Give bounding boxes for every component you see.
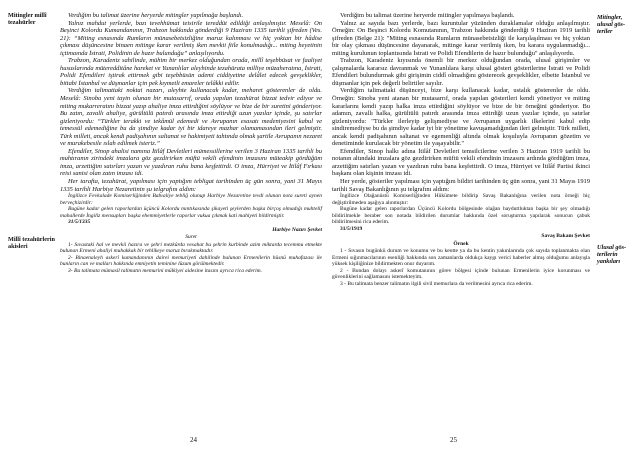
page-number-right: 25: [450, 436, 457, 444]
margin-note-ulusal-yankilar: Ulusal gösterilerin yankıları: [597, 244, 627, 265]
left-page-text: [60, 12, 322, 274]
margin-note-tezahurler: Millî tezahürlerin akisleri: [8, 236, 55, 250]
margin-note-mitingler: Mitingler millî tezahürler: [8, 12, 47, 26]
telegram-header: İngilizce Fevkalade Komiserliğinden Babıaliye tebliğ olunup Harbiye Nezaretine tevdi olunan nota sureti aynen berveçhizirdir:: [60, 193, 322, 206]
telegram-signature: Savaş Bakanı Şevket: [541, 233, 590, 240]
paragraph: Efendiler, Sinop ahalisi namına İtilâf Devletleri mümessillerine verilen 3 Haziran 1335 tarihli bu muhtıranın zirindeki imzalara göz gezdirirken müftü vekili efendinin imzasını müteakip gördüğüm imza, arzettiğim satırları yazan ve yazdıran ruhu bana keşfettirdi. O imza, Hürriyet ve İtilâf Fırkası reisi sanisi olan zatın imzası idi.: [60, 147, 322, 178]
paragraph: Her tarafta, tezahürat, yapılması için yaptığım tebligat tarihinden üç gün sonra, yani 31 Mayıs 1335 tarihli Harbiye Nezaretinin şu telgrafını aldım:: [60, 178, 322, 193]
numbered-item: 1 - Sıvasın bugünkü durum ve konumu ve bu kentte ya da bu kentin yakınlarında çok sayıda toplanmakta olan Ermeni sığınmacılarının esenliği hakkında son zamanlarda oldukça kaygı verici haberler almış olduğumu anlayışla yüksek kişiliğinize bildirmekten onur duyarım.: [332, 248, 590, 268]
paragraph: Yalnız az sayıda bazı yerlerde, bazı kuruntular yüzünden duraklamalar olduğu anlaşılmıştır. Örneğin: On Beşinci Kolordu Komutanının, Trabzon hakkında gönderdiği 9 Haziran 1919 tarihli şifreden (Belge 21): "Miting esnasında Rumların münasebetsizliği ile karşılaşılması ve hiç yoktan bir olay çıkması düşüncesine dayanarak, mitinge karar verilmiş iken, bu karara uygulanmadığı... miting kurulunun toplantısında İstrati ve Polidi Efendilerin de hazır bulunduğu" anlaşılıyordu.: [332, 19, 590, 57]
copy-title: Suret: [185, 234, 197, 241]
page-number-left: 24: [190, 436, 197, 444]
telegram-text: Bugüne kadar gelen raporlardan üçüncü Kolordu mıntıkasında şikayeti şeylerden başka birçoş olmadığı muhtelif mahallerde İngiliz mensupları başka ehemmiyetlerle raporlar vukua çıkmak kati mahiyeti bildirmiştir.: [60, 206, 322, 219]
right-page: [332, 12, 590, 287]
paragraph: Trabzon, Karadeniz kıyısında önemli bir merkez olduğundan orada, ulusal girişimler ve çalışmalarda kararsız davranmak ve Yunanlılara karşı ulusal gösteri gösterilerine İstrati ve Polidi Efendileri bulundurmak gibi girişimin ciddî olmadığını gösterecek gevşeklikler, elbette İstanbul ve düşmanlar için pek değerli belirtiler sayılır.: [332, 57, 590, 87]
numbered-item: 3- Bu talimata mümasil talimatın memurini mülkiyei aidesine itasını ayrıca rica ederim.: [68, 267, 263, 274]
paragraph: Verdiğim talimattaki düşünceyi, bize karşı kullanacak kadar, ustalık gösterenler de oldu. Örneğin: Sinoba yeni atanan bir mutasarrıf, orada yapılan gösterileri kendi yönetiyor ve miting kararlarını kendi yazıp halka imza ettirdiğini söylüyor ve bize de bir örneğini gönderiyor. Bu adamın, zavallı halka, gürültülü patırdı arasında imza ettirdiği uzun yazılar içinde, şu satırlar gizleniyordu: "Türkler ilerleyip gelişmediyse ve Avrupanın uygarlık ilkelerini kabul edip sindiremediyse bu da şimdiye kadar iyi bir yönetime kavuşamadığından ileri gelmiştir. Türk milleti, ancak kendi padişahının saltanat ve egemenliği altında olmak koşuluyla Avrupanın gözetim ve denetiminde kurulacak bir yönetim ile yaşayabilir.": [332, 87, 590, 148]
paragraph: Verdiğim bu talimat üzerine heryerde mitingler yapılmağa başlandı.: [68, 12, 244, 19]
paragraph: Her yerde, gösteriler yapılması için yaptığım bildiri tarihinden üç gün sonra, yani 31 Mayıs 1919 tarihli Savaş Bakanlığının şu telgrafını aldım:: [332, 178, 590, 193]
numbered-item: 2 - Bundan dolayı askerî komutanının görev bölgesi içinde bulunan Ermenilerin iyice korunması ve güvenliklerini sağlamasını istemekteyim.: [332, 267, 590, 281]
telegram-date: 31/5/1919: [340, 225, 363, 232]
numbered-item: 2- Binaenaleyh askerî kumandanının dairei memuriyeti dahilinde bulunan Ermenilerin hüsnü muhafazası ile bunların can ve malları hakkında emniyetin teminine lüzum görülmektedir.: [60, 254, 322, 268]
telegram-signature: Harbiye Nazırı Şevket: [272, 226, 322, 233]
telegram-date: 31/5/1335: [68, 219, 91, 226]
numbered-item: 3 - Bu talimata benzer talimatın ilgili sivil memurlara da verilmesini ayrıca rica ederim.: [340, 280, 533, 287]
telegram-header: İngilizce Olağanüstü Komiserliğinden Hükümete bildirip Savaş Bakanlığına verilen nota örneği hiç değiştirilmeden aşağıya alınmıştır:: [332, 193, 590, 206]
right-page-text: [332, 12, 590, 287]
paragraph: Verdiğim bu talimat üzerine heryerde mitingler yapılmaya başlandı.: [340, 12, 515, 19]
numbered-item: 1- Sıvastaki hal ve mevkii hazıra ve şehri mezkûrda vesahat bu şehrin kurbinde azim miktarda tecemmu etmekte bulunan Ermeni ahaliyi muhakkak bir tehlikeye maruz bırakmaktadır.: [60, 241, 322, 255]
paragraph: Yalnız mahdut yerlerde, bazı tevehhümat teisirile tereddüt edildiği anlaşılmıştır. Meselâ: On Beşinci Kolordu Kumandanının, Trabzon hakkında gönderdiği 9 Haziran 1335 tarihli şifreden (Ves. 21): “Miting esnasında Rumların münasebetsizliğine maruz kalınması ve hiç yoktan bir hâdise çıkması düşüncesine binaen mitinge karar verilmiş iken mevkii fiile konulmadığı... miting heyetinin içtimaında İstrati, Polidinin de hazır bulunduğu” anlaşılıyordu.: [60, 19, 322, 57]
paragraph: Verdiğim talimattaki noktai nazarı, aleyhte kullanacak kadar, meharet gösterenler de oldu. Meselâ: Sinoba yeni tayin olunan bir mutasarrıf, orada yapılan tezahürat bizzat tedvir ediyor ve miting mukarreratını bizzat yazıp ahaliye imza ettirdiğini söylüyor ve bize de bir suretini gönderiyor. Bu zatın, zavallı ahaliye, gürültülü patırdı arasında imza ettirdiği uzun yazılar içinde, şu satırlar gizleniyordu: “Türkler terakki ve tekâmül edemedi ve Avrupanın esasatı medeniyesini kabul ve temessül edemediğine bu da şimdiye kadar iyi bir idareye mazhar olamamasından ileri gelmiştir. Türk milleti, ancak kendi padişahının saltanat ve hakimiyeti tahtında olmak şartile Avrupanın nezaret ve murakebesile ıslah edilmek isteriz.”: [60, 87, 322, 148]
margin-note-mitingler-ulusal: Mitingler, ulusal gösteriler: [597, 14, 626, 35]
telegram-text: Bugüne kadar gelen raporlardan Üçüncü Kolordu bölgesinde olağan hayduttluktan başka bir şey olmadığı bildirilmekle beraber son notada bildirilen durumlar hakkında özel soruşturma yapılarak sonucun çabuk bildirilmesini rica ederim.: [332, 206, 590, 226]
left-page: [60, 12, 322, 274]
paragraph: Trabzon, Karadeniz sahilinde, mühim bir merkez olduğundan orada, millî teşebbüsat ve faaliyet hususlarında müteredditâne hareket ve Yunanlılar aleyhinde tezahürata milliye müzaheratına, İstrati, Polidi Efendileri iştirak ettirmek gibi teşebbüsün ademi ciddiyetine delâlet edecek gevşeklikler, bittabi İstanbul ve düşmanlar için pek kıymetli emareler telâkki edilir.: [60, 57, 322, 87]
paragraph: Efendiler, Sinop halkı adına İtilâf Devletleri temsilcilerine verilen 3 Haziran 1919 tarihli bu notanın altındaki imzalara göz gezdirirken müftü vekili efendinin imzasını ardında gördüğüm imza, arzettiğim satırları yazan ve yazdıran ruhu bana keşfettirdi. O imza, Hürriyet ve İtilâf Partisi ikinci başkanı olan kişinin imzası idi.: [332, 147, 590, 178]
copy-title: Örnek: [453, 240, 469, 247]
